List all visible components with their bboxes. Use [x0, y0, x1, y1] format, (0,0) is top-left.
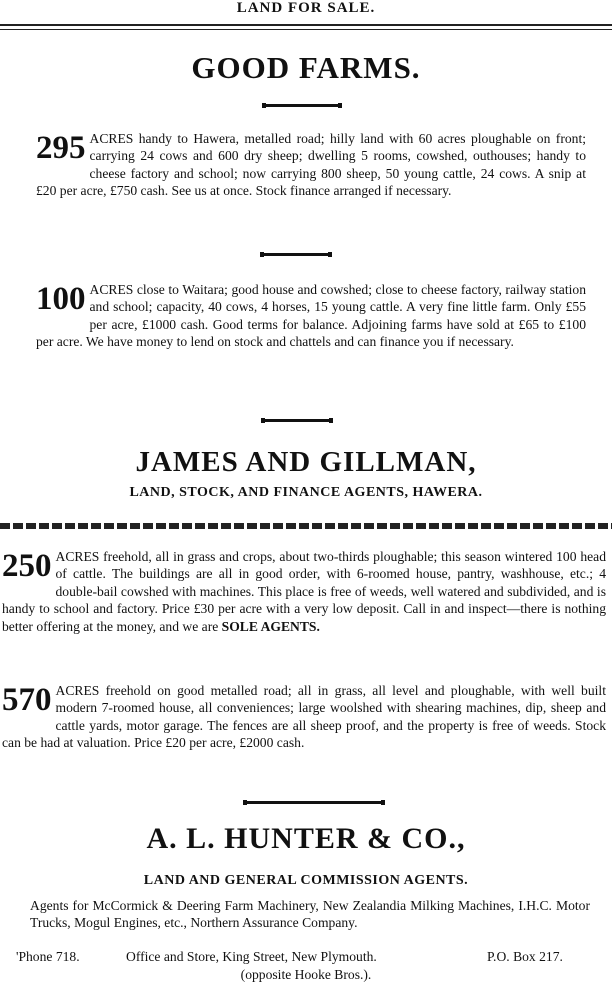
services-text: Agents for McCormick & Deering Farm Machinery, New Zealandia Milking Machines, I.H.C. Motor Trucks, Mogul Engines, etc., Northern Assurance Company.: [30, 898, 590, 930]
listing-divider: [261, 253, 331, 256]
acreage-number: 570: [2, 682, 52, 718]
header-rule-bottom: [0, 29, 612, 30]
listing-divider: [262, 419, 332, 422]
listing-text: ACRES freehold on good metalled road; all in grass, all level and ploughable, with well built modern 7-roomed house, all conveniences; large woolshed with shearing machines, dip, sheep and cattle yards, motor garage. The fences are all sheep proof, and the property is free of weeds. Stock can be had at valuation. Price £20 per acre, £2000 cash.: [2, 683, 606, 751]
agent-name-james-gillman: JAMES AND GILLMAN,: [135, 446, 477, 478]
listing-text: ACRES close to Waitara; good house and cowshed; close to cheese factory, railway station and school; capacity, 40 cows, 4 horses, 15 young cattle. A very fine little farm. Only £55 per acre, £1000 cash. Good terms for balance. Adjoining farms have sold at £65 to £100 per acre. We have money to lend on stock and chattels and can finance you if necessary.: [36, 282, 586, 350]
listing-250-acres: [2, 548, 606, 635]
listing-100-acres: [36, 281, 586, 351]
agent-divider: [244, 801, 384, 804]
sole-agents-label: SOLE AGENTS.: [221, 618, 320, 634]
office-address: Office and Store, King Street, New Plymouth.: [126, 949, 377, 964]
po-box: P.O. Box 217.: [487, 949, 563, 964]
opposite-note: (opposite Hooke Bros.).: [240, 967, 372, 982]
section-separator: [0, 523, 612, 529]
listing-text: ACRES freehold, all in grass and crops, about two-thirds ploughable; this season wintered 100 head of cattle. The buildings are all in good order, with 6-roomed house, pantry, washhouse, etc.; 4 double-bail cowshed with machines. This place is free of weeds, well watered and subdivided, and is handy to school and factory. Price £30 per acre with a very low deposit. Call in and inspect—there is nothing better offering at the money, and we are: [2, 549, 606, 634]
listing-295-acres: [36, 130, 586, 200]
header-rule-top: [0, 24, 612, 26]
good-farms-heading: GOOD FARMS.: [191, 50, 421, 85]
agent-services-text: [30, 897, 590, 931]
listing-570-acres: [2, 682, 606, 752]
phone-number: 'Phone 718.: [16, 949, 80, 964]
agent-description: LAND, STOCK, AND FINANCE AGENTS, HAWERA.: [129, 485, 483, 500]
heading-divider: [263, 104, 341, 107]
agent-name-hunter: A. L. HUNTER & CO.,: [146, 822, 466, 855]
page-header: LAND FOR SALE.: [236, 0, 376, 16]
agent-description: LAND AND GENERAL COMMISSION AGENTS.: [143, 873, 469, 888]
acreage-number: 250: [2, 548, 52, 584]
acreage-number: 295: [36, 130, 86, 166]
listing-text: ACRES handy to Hawera, metalled road; hilly land with 60 acres ploughable on front; carrying 24 cows and 600 dry sheep; dwelling 5 rooms, cowshed, outhouses; handy to cheese factory and school; now carrying 800 sheep, 50 young cattle, 24 cows. A snip at £20 per acre, £750 cash. See us at once. Stock finance arranged if necessary.: [36, 131, 586, 199]
acreage-number: 100: [36, 281, 86, 317]
